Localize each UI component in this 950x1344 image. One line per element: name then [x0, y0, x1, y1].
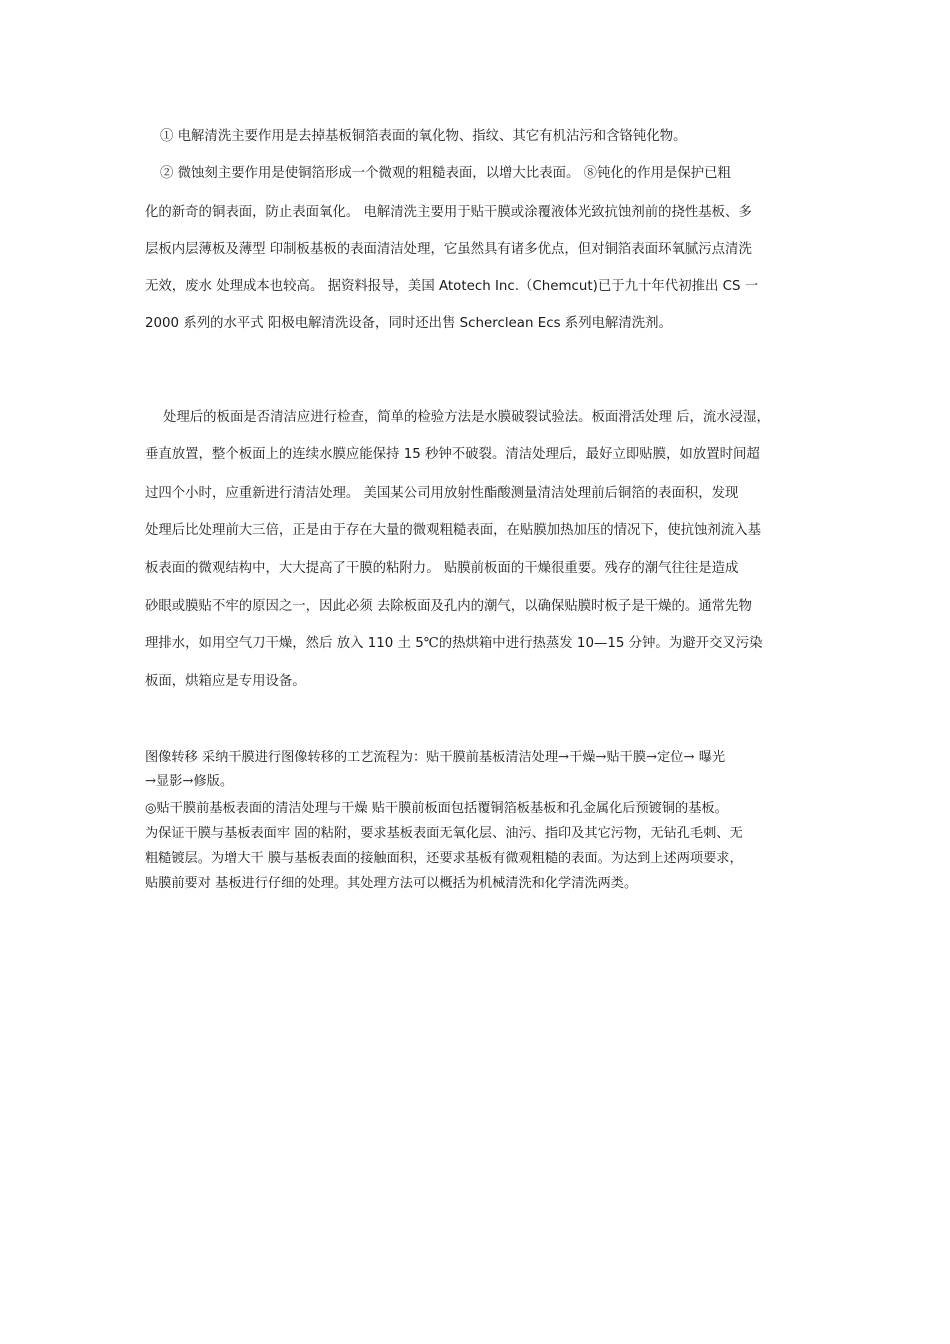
text-line: ② 微蚀刻主要作用是使铜箔形成一个微观的粗糙表面，以增大比表面。 ⑧钝化的作用是保护已粗	[160, 166, 731, 181]
text-line: 砂眼或膜贴不牢的原因之一，因此必须 去除板面及孔内的潮气，以确保贴膜时板子是干燥的。通常先物	[145, 599, 752, 614]
text-line: 化的新奇的铜表面，防止表面氧化。 电解清洗主要用于贴干膜或涂覆液体光致抗蚀剂前的挠性基板、多	[145, 205, 752, 220]
text-line: 粗糙镀层。为增大干 膜与基板表面的接触面积，还要求基板有微观粗糙的表面。为达到上述两项要求，	[145, 851, 743, 866]
text-line: 处理后比处理前大三倍，正是由于存在大量的微观粗糙表面，在贴膜加热加压的情况下，使抗蚀剂流入基	[145, 523, 761, 538]
text-line: ① 电解清洗主要作用是去掉基板铜箔表面的氧化物、指纹、其它有机沾污和含铬钝化物。	[160, 129, 687, 144]
text-line: 理排水，如用空气刀干燥，然后 放入 110 土 5℃的热烘箱中进行热蒸发 10—15 分钟。为避开交叉污染	[145, 636, 763, 651]
text-line: 图像转移 采纳干膜进行图像转移的工艺流程为：贴干膜前基板清洁处理→干燥→贴干膜→定位→ 曝光	[145, 750, 726, 765]
text-line: →显影→修版。	[145, 774, 234, 789]
text-line: 为保证干膜与基板表面牢 固的粘附，要求基板表面无氧化层、油污、指印及其它污物，无钻孔毛刺、无	[145, 826, 743, 841]
text-line: 垂直放置，整个板面上的连续水膜应能保持 15 秒钟不破裂。清洁处理后，最好立即贴膜，如放置时间超	[145, 447, 760, 462]
text-line: 处理后的板面是否清洁应进行检查，简单的检验方法是水膜破裂试验法。板面滑活处理 后，流水浸湿，	[163, 410, 770, 425]
text-line: ◎贴干膜前基板表面的清洁处理与干燥 贴干膜前板面包括覆铜箔板基板和孔金属化后预镀铜的基板。	[145, 801, 728, 816]
text-line: 板表面的微观结构中，大大提高了干膜的粘附力。 贴膜前板面的干燥很重要。残存的潮气往往是造成	[145, 561, 739, 576]
text-line: 无效，废水 处理成本也较高。 据资料报导，美国 Atotech Inc.（Chemcut)已于九十年代初推出 CS 一	[145, 279, 759, 294]
text-line: 层板内层薄板及薄型 印制板基板的表面清洁处理，它虽然具有诸多优点，但对铜箔表面环氧腻污点清洗	[145, 242, 752, 257]
text-line: 过四个小时，应重新进行清洁处理。 美国某公司用放射性酯酸测量清洁处理前后铜箔的表面积，发现	[145, 486, 739, 501]
text-line: 2000 系列的水平式 阳极电解清洗设备，同时还出售 Scherclean Ecs 系列电解清洗剂。	[145, 316, 672, 331]
text-line: 贴膜前要对 基板进行仔细的处理。其处理方法可以概括为机械清洗和化学清洗两类。	[145, 876, 638, 891]
text-line: 板面，烘箱应是专用设备。	[145, 674, 306, 689]
